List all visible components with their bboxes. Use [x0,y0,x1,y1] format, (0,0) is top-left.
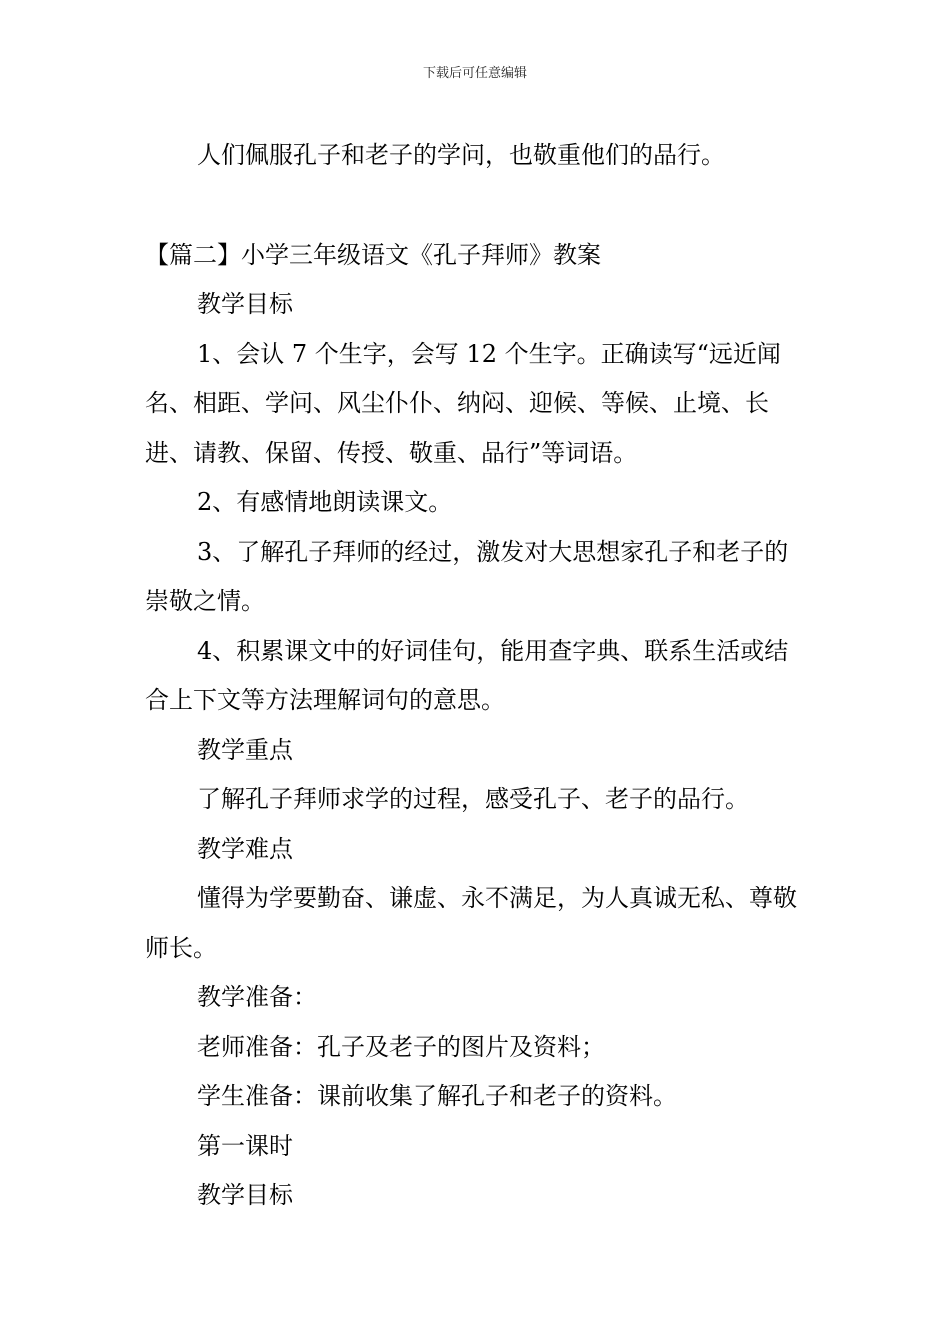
student-preparation: 学生准备：课前收集了解孔子和老子的资料。 [197,1082,677,1110]
goal-item-1: 1、会认 7 个生字，会写 12 个生字。正确读写“远近闻名、相距、学问、风尘仆仆、纳闷、迎候、等候、止境、长进、请教、保留、传授、敬重、品行”等词语。 [145,339,781,467]
goal-item-3: 3、了解孔子拜师的经过，激发对大思想家孔子和老子的崇敬之情。 [145,537,789,615]
document-body [145,131,805,1221]
teacher-preparation: 老师准备：孔子及老子的图片及资料； [197,1032,605,1061]
heading-key-points: 教学重点 [197,735,293,764]
section-title: 【篇二】小学三年级语文《孔子拜师》教案 [145,240,601,269]
page-header-note: 下载后可任意编辑 [422,66,527,81]
goal-item-2: 2、有感情地朗读课文。 [197,488,453,516]
heading-teaching-goals: 教学目标 [197,290,293,318]
paragraph-respect: 人们佩服孔子和老子的学问，也敬重他们的品行。 [197,141,725,169]
goal-item-4: 4、积累课文中的好词佳句，能用查字典、联系生活或结合上下文等方法理解词句的意思。 [145,636,789,714]
heading-preparation: 教学准备： [197,983,317,1011]
paragraph-gap [145,181,805,231]
key-points-text: 了解孔子拜师求学的过程，感受孔子、老子的品行。 [197,785,749,813]
heading-difficulties: 教学难点 [197,834,293,863]
heading-first-lesson: 第一课时 [197,1131,293,1160]
heading-teaching-goals-2: 教学目标 [197,1181,293,1209]
difficulties-text: 懂得为学要勤奋、谦虚、永不满足，为人真诚无私、尊敬师长。 [145,884,797,962]
